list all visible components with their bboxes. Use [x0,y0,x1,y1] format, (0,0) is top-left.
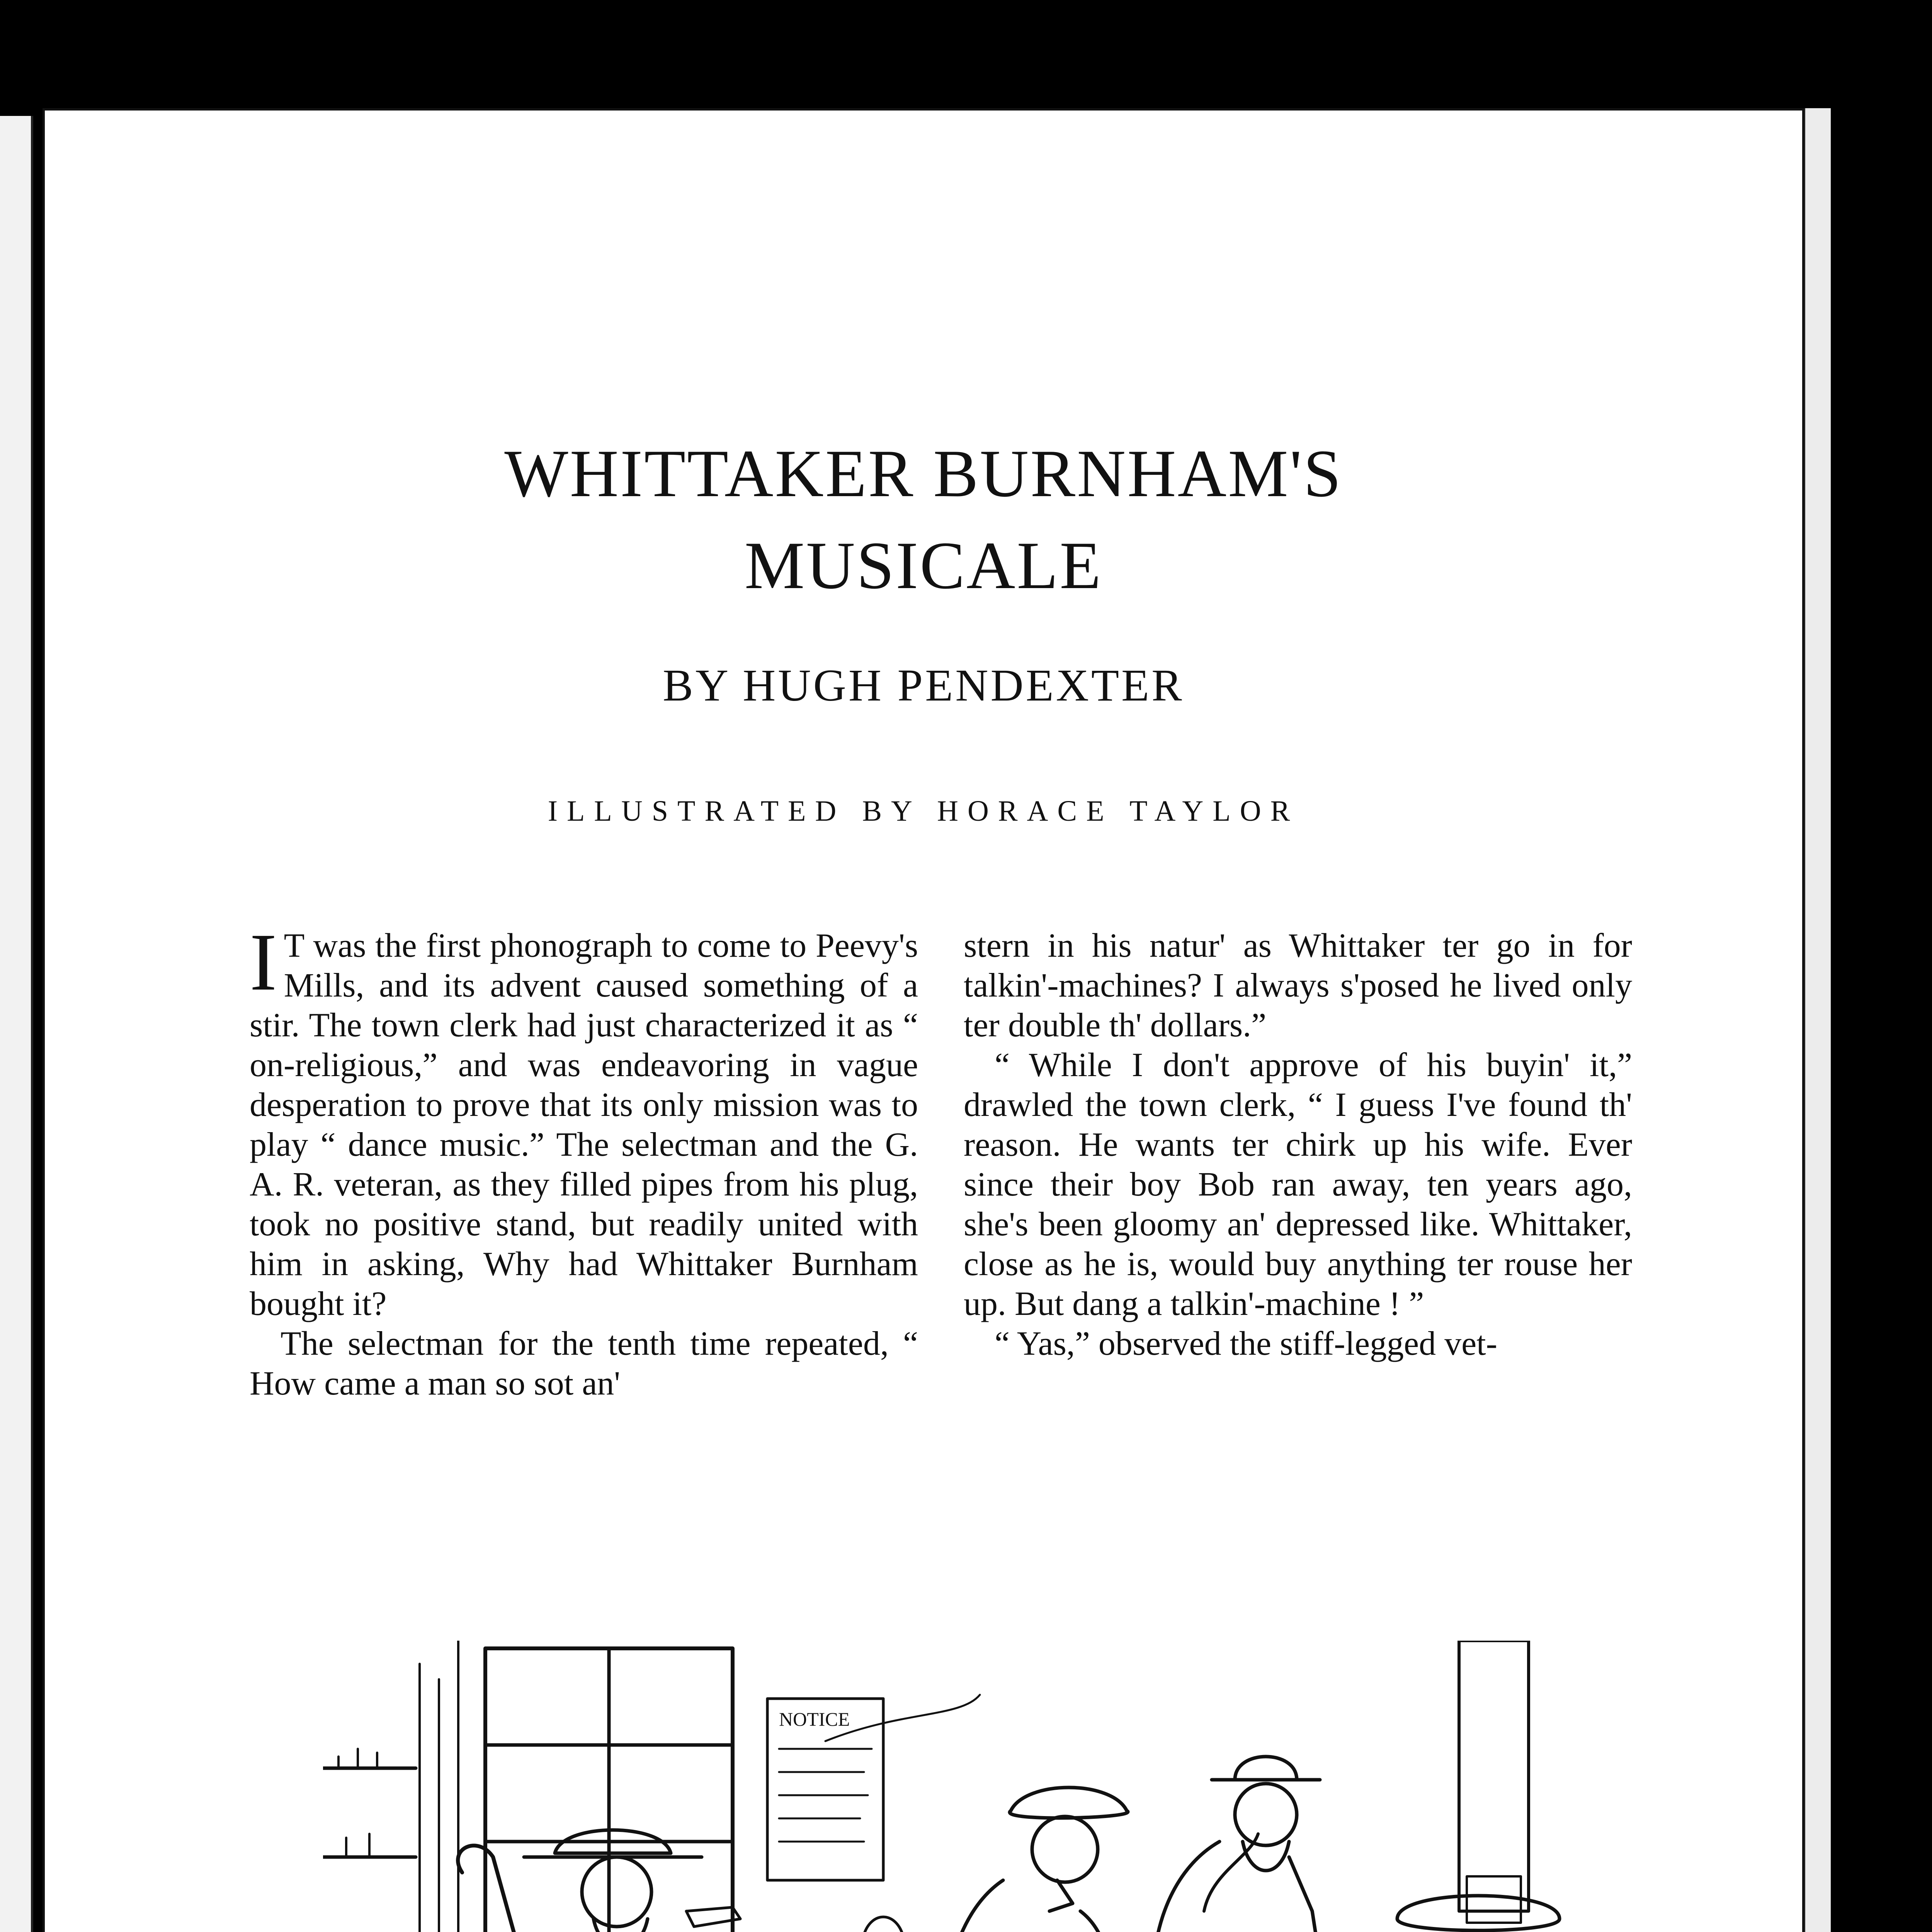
drop-cap: I [250,917,277,1007]
paragraph [250,917,918,1324]
magazine-page [43,108,1804,1932]
notice-sign-text: NOTICE [779,1708,850,1730]
pen-ink-illustration [323,1641,1637,1932]
author-byline: BY HUGH PENDEXTER [663,660,1184,711]
article-title [45,427,1802,611]
seated-man-right [1153,1757,1397,1932]
illustrator-credit: ILLUSTRATED BY HORACE TAYLOR [548,795,1299,827]
paragraph: “ While I don't approve of his buyin' it,” drawled the town clerk, “ I guess I've found th' reason. He wants ter chirk up his wife. Ever since their boy Bob ran away, ten years ago, she's been gloomy an' depressed like. Whittaker, close as he is, would buy anything ter rouse her up. But dang a talkin'-machine ! ” [964,1046,1632,1323]
paragraph: “ Yas,” observed the stiff-legged vet- [995,1325,1497,1362]
page-edge-right [1804,108,1831,1932]
title-line-1: WHITTAKER BURNHAM'S [504,436,1343,511]
notice-sign [767,1695,980,1880]
window-drawing [420,1641,733,1932]
paragraph: The selectman for the tenth time repeated, “ How came a man so sot an' [250,1325,918,1402]
paragraph-text: T was the first phonograph to come to Peevy's Mills, and its advent caused something of a stir. The town clerk had just characterized it as “ on-religious,” and was endeavoring in vague desperation to prove that its only mission was to play “ dance music.” The selectman and the G. A. R. veteran, as they filled pipes from his plug, took no positive stand, but readily united with him in asking, Why had Whittaker Burnham bought it? [250,927,918,1323]
previous-page-edge [0,116,33,1932]
paragraph: stern in his natur' as Whittaker ter go in for talkin'-machines? I always s'posed he lived only ter double th' dollars.” [964,927,1632,1044]
text-column-left [250,917,918,1403]
text-column-right [964,926,1632,1364]
shelves-drawing [323,1749,423,1932]
title-line-2: MUSICALE [744,528,1103,603]
stove-drawing [1380,1641,1570,1932]
crates-drawing [748,1917,957,1932]
